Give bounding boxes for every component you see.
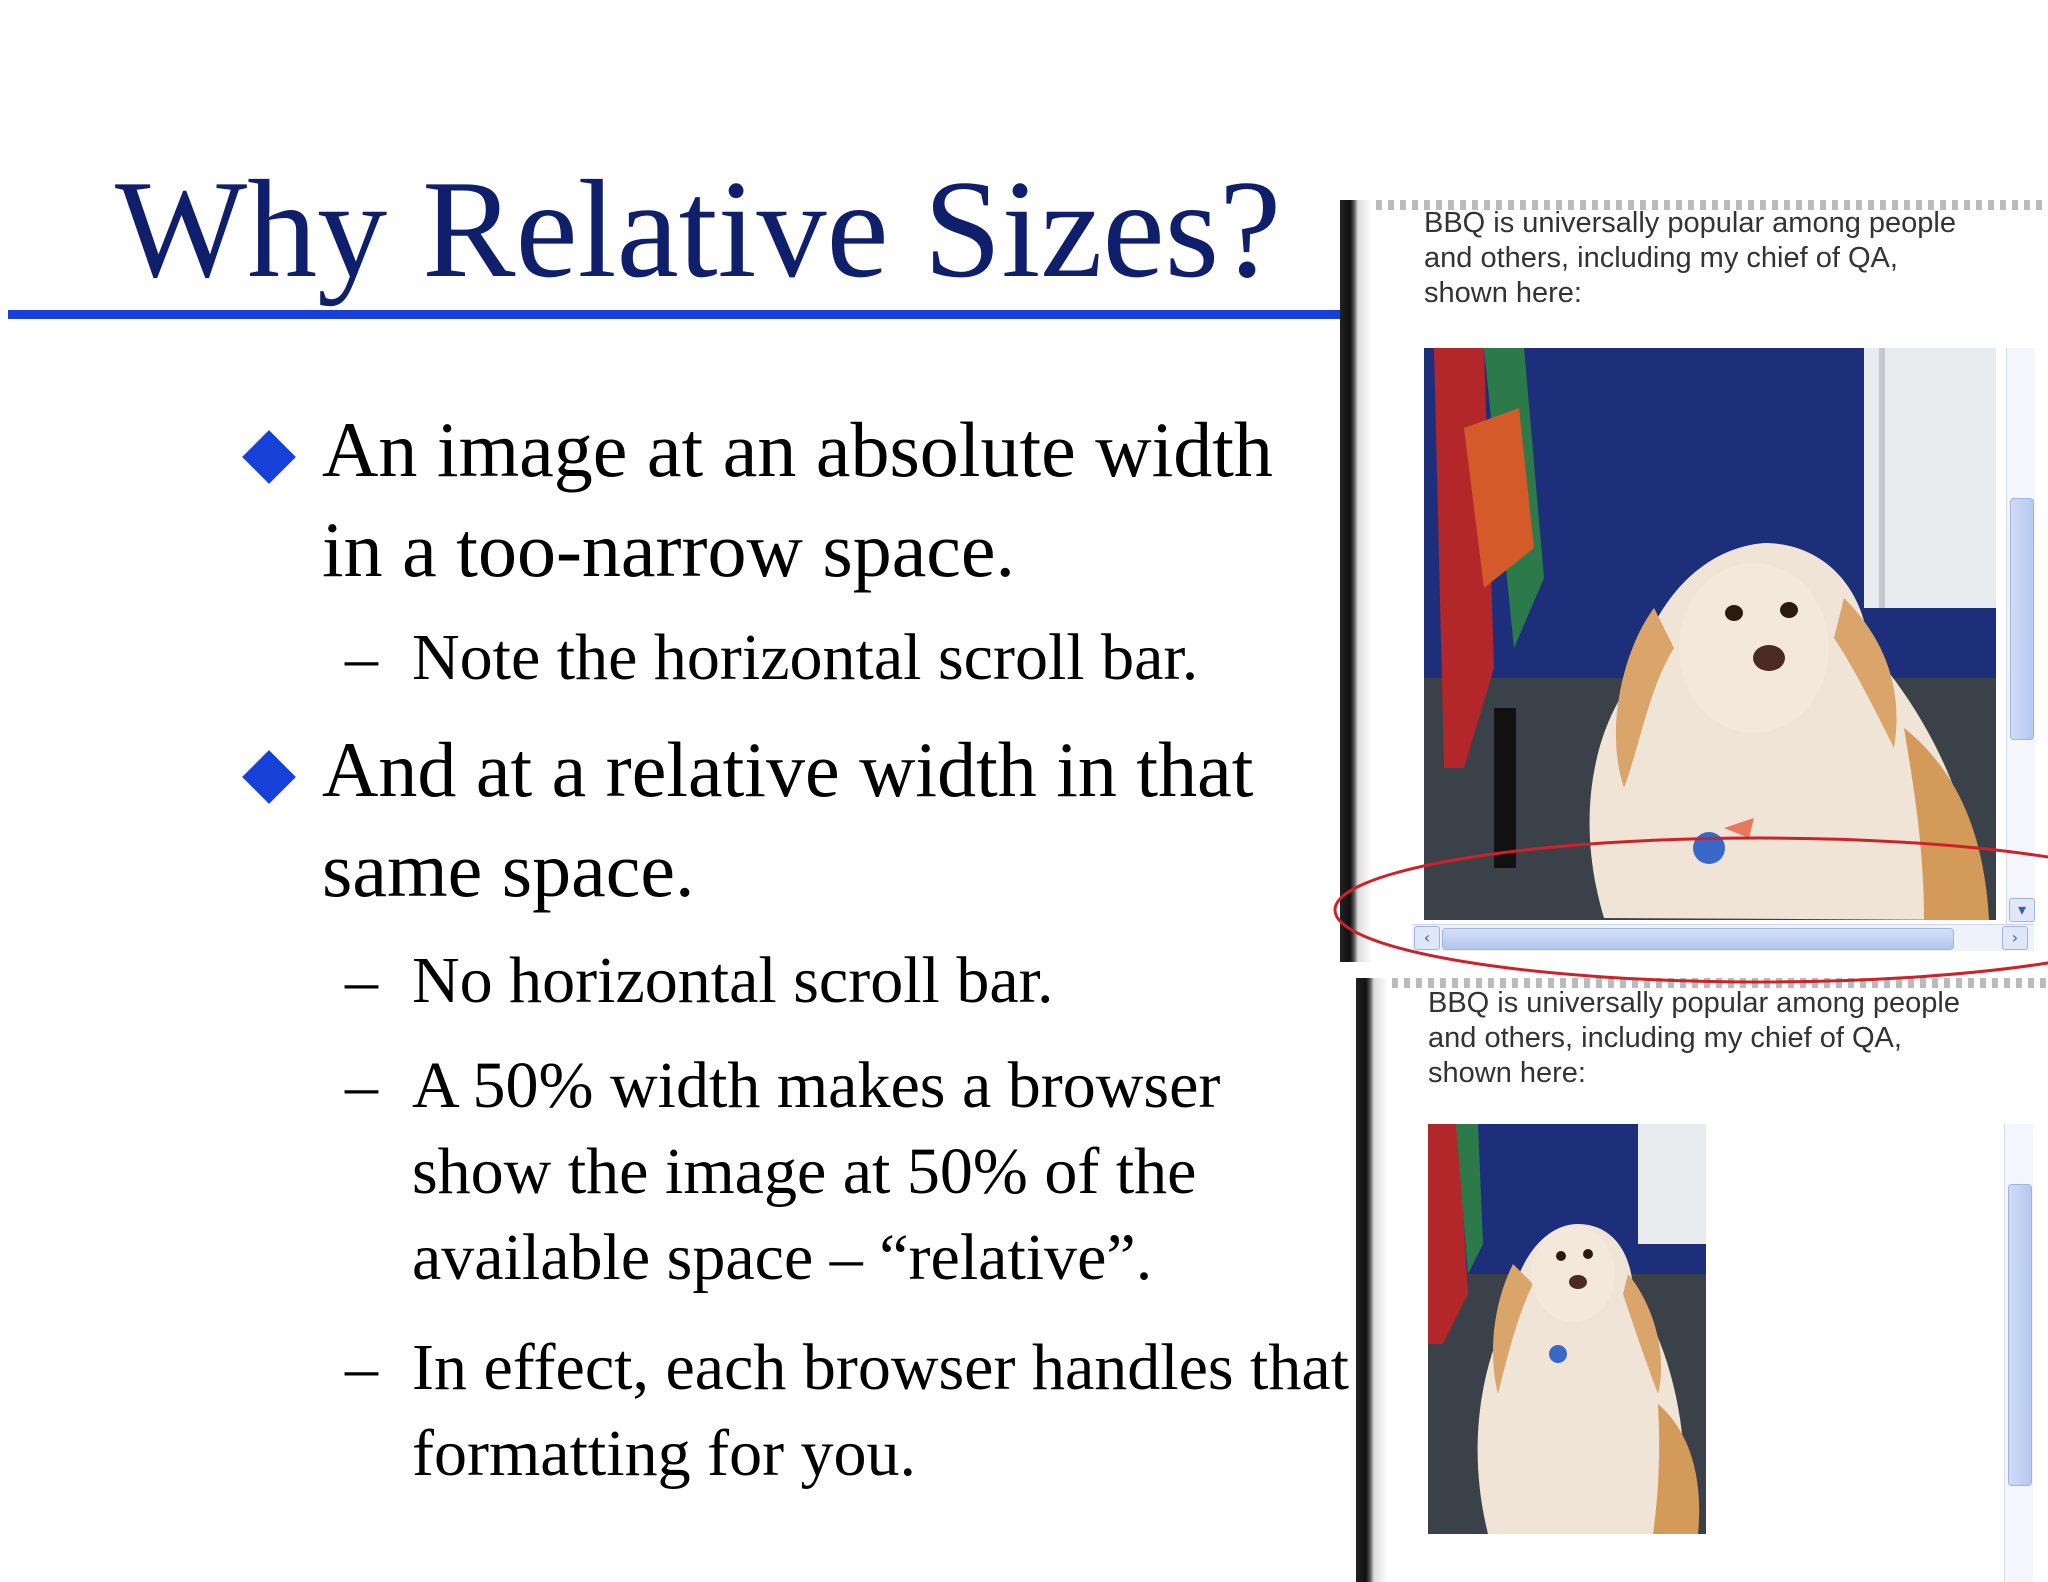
browser-frame-edge xyxy=(1356,978,1386,1582)
sub-bullet-text: Note the horizontal scroll bar. xyxy=(412,621,1199,694)
dog-photo-small xyxy=(1428,1124,1706,1534)
dash-marker: – xyxy=(345,944,378,1017)
dash-marker: – xyxy=(345,1049,378,1122)
slide-title: Why Relative Sizes? xyxy=(115,152,1282,307)
bullet-text: And at a relative width in that same space. xyxy=(322,726,1254,913)
sub-bullet-text: In effect, each browser handles that formatting for you. xyxy=(412,1331,1350,1490)
bullet-text: An image at an absolute width in a too-narrow space. xyxy=(322,406,1273,593)
title-underline xyxy=(8,310,1340,319)
screenshot-caption: BBQ is universally popular among people and others, including my chief of QA, shown here: xyxy=(1424,207,1956,309)
highlight-circle xyxy=(1330,820,2048,990)
sub-bullet-text: No horizontal scroll bar. xyxy=(412,944,1054,1017)
screenshot-caption: BBQ is universally popular among people and others, including my chief of QA, shown here: xyxy=(1428,987,1960,1089)
dash-marker: – xyxy=(345,621,378,694)
scroll-down-arrow-icon[interactable]: ▾ xyxy=(2009,898,2035,922)
diamond-bullet-icon xyxy=(242,430,296,484)
vertical-scroll-thumb[interactable] xyxy=(2010,498,2034,740)
sub-bullet-text: A 50% width makes a browser show the image at 50% of the available space – “relative”. xyxy=(412,1049,1221,1294)
scroll-right-arrow-icon[interactable]: › xyxy=(2002,926,2028,950)
screenshot-relative-width xyxy=(1356,978,2048,1582)
vertical-scrollbar[interactable] xyxy=(2004,1124,2033,1582)
dash-marker: – xyxy=(345,1331,378,1404)
diamond-bullet-icon xyxy=(242,750,296,804)
scroll-left-arrow-icon[interactable]: ‹ xyxy=(1414,926,1440,950)
vertical-scroll-thumb[interactable] xyxy=(2008,1184,2032,1486)
